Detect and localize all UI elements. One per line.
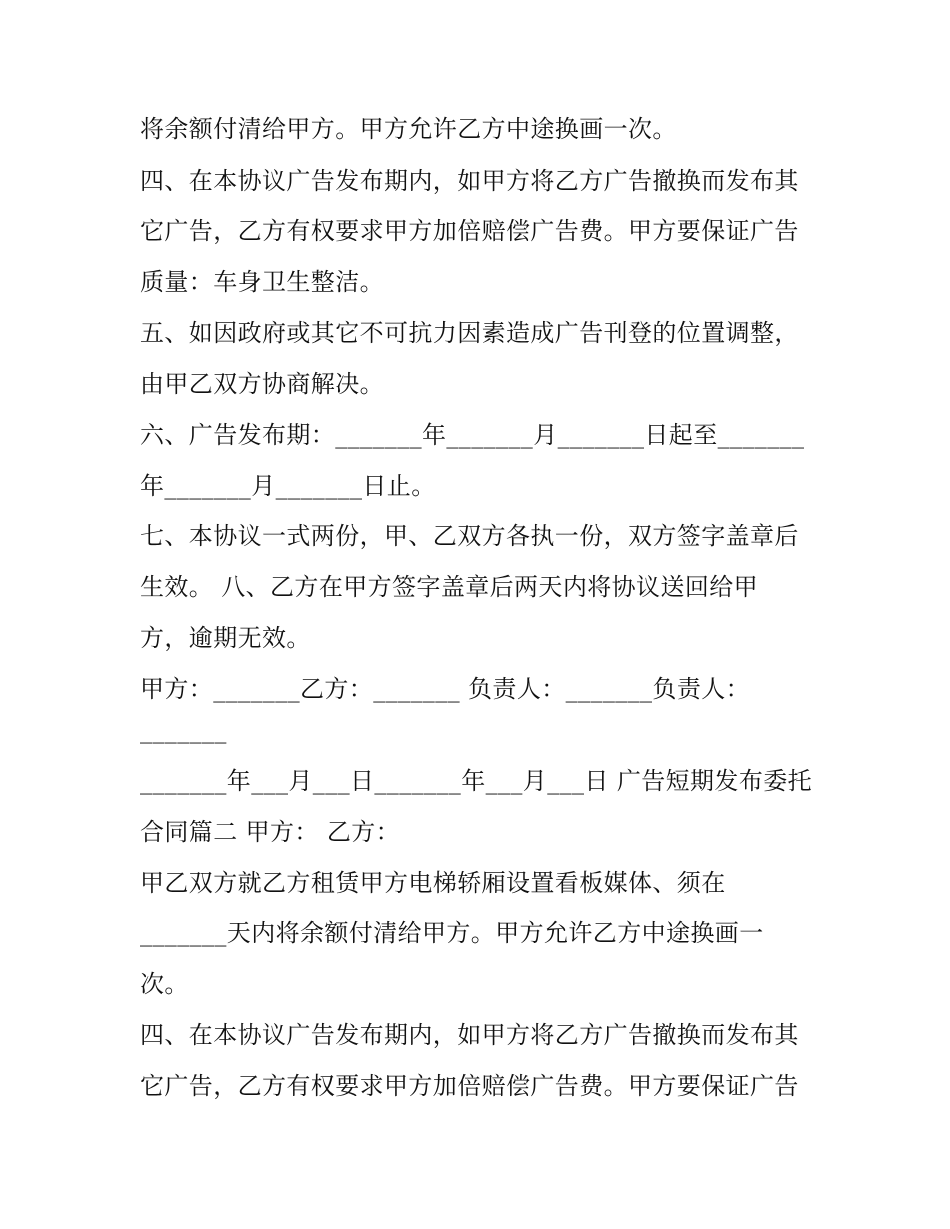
text-line-14: _______年___月___日_______年___月___日 广告短期发布委托 — [140, 767, 813, 795]
text-line-8: 年_______月_______日止。 — [140, 472, 436, 500]
text-line-18: 次。 — [140, 970, 189, 998]
text-line-20: 它广告，乙方有权要求甲方加倍赔偿广告费。甲方要保证广告 — [140, 1072, 799, 1100]
text-line-2: 四、在本协议广告发布期内，如甲方将乙方广告撤换而发布其 — [140, 167, 799, 195]
text-line-11: 方，逾期无效。 — [140, 624, 311, 652]
text-line-4: 质量：车身卫生整洁。 — [140, 268, 384, 296]
text-line-15: 合同篇二 甲方： 乙方： — [140, 818, 401, 846]
text-line-12: 甲方：_______乙方：_______ 负责人：_______负责人： — [140, 675, 751, 703]
text-line-10: 生效。 八、乙方在甲方签字盖章后两天内将协议送回给甲 — [140, 573, 759, 601]
text-line-13: _______ — [140, 716, 227, 744]
text-line-9: 七、本协议一式两份，甲、乙双方各执一份，双方签字盖章后 — [140, 522, 799, 550]
text-line-17: _______天内将余额付清给甲方。甲方允许乙方中途换画一 — [140, 919, 764, 947]
text-line-19: 四、在本协议广告发布期内，如甲方将乙方广告撤换而发布其 — [140, 1021, 799, 1049]
text-line-3: 它广告，乙方有权要求甲方加倍赔偿广告费。甲方要保证广告 — [140, 217, 799, 245]
text-line-5: 五、如因政府或其它不可抗力因素造成广告刊登的位置调整， — [140, 319, 799, 347]
text-line-1: 将余额付清给甲方。甲方允许乙方中途换画一次。 — [140, 115, 677, 143]
text-line-6: 由甲乙双方协商解决。 — [140, 370, 384, 398]
text-line-7: 六、广告发布期：_______年_______月_______日起至_______ — [140, 421, 805, 449]
text-line-16: 甲乙双方就乙方租赁甲方电梯轿厢设置看板媒体、须在 — [140, 869, 726, 897]
